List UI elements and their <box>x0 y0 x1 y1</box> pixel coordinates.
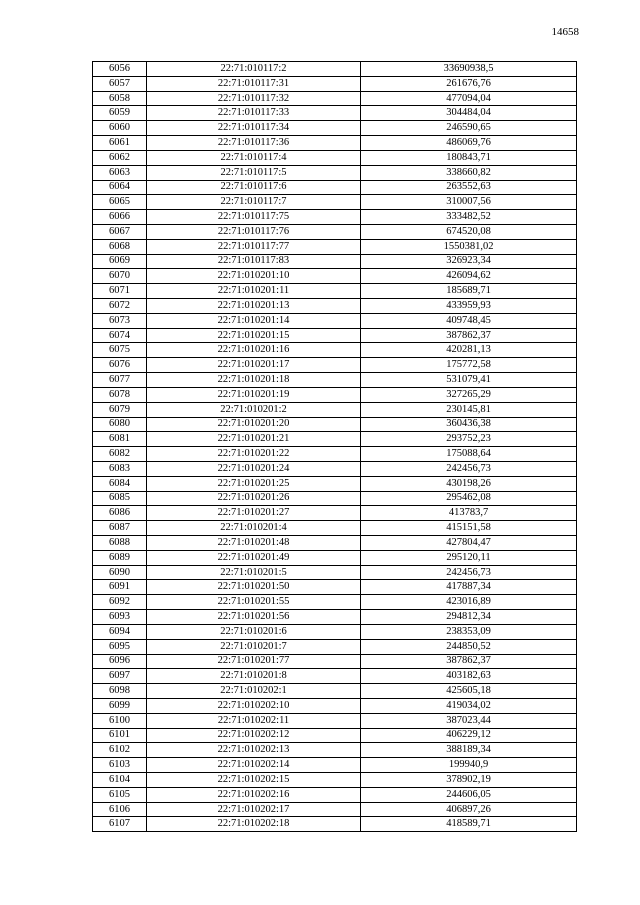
cadastral-number-cell: 22:71:010201:22 <box>147 447 361 462</box>
value-cell: 409748,45 <box>361 313 577 328</box>
row-number-cell: 6082 <box>93 447 147 462</box>
table-row <box>93 299 577 314</box>
table-row <box>93 654 577 669</box>
row-number-cell: 6078 <box>93 387 147 402</box>
value-cell: 333482,52 <box>361 210 577 225</box>
cadastral-number-cell: 22:71:010201:24 <box>147 461 361 476</box>
row-number-cell: 6076 <box>93 358 147 373</box>
row-number-cell: 6075 <box>93 343 147 358</box>
value-cell: 199940,9 <box>361 758 577 773</box>
table-row <box>93 62 577 77</box>
value-cell: 419034,02 <box>361 698 577 713</box>
table-row <box>93 743 577 758</box>
cadastral-number-cell: 22:71:010201:77 <box>147 654 361 669</box>
cadastral-number-cell: 22:71:010202:11 <box>147 713 361 728</box>
value-cell: 420281,13 <box>361 343 577 358</box>
cadastral-number-cell: 22:71:010117:5 <box>147 165 361 180</box>
value-cell: 674520,08 <box>361 224 577 239</box>
cadastral-number-cell: 22:71:010117:6 <box>147 180 361 195</box>
row-number-cell: 6089 <box>93 550 147 565</box>
value-cell: 425605,18 <box>361 684 577 699</box>
value-cell: 406229,12 <box>361 728 577 743</box>
table-row <box>93 328 577 343</box>
table-row <box>93 239 577 254</box>
value-cell: 433959,93 <box>361 299 577 314</box>
table-row <box>93 461 577 476</box>
cadastral-number-cell: 22:71:010201:5 <box>147 565 361 580</box>
value-cell: 423016,89 <box>361 595 577 610</box>
row-number-cell: 6088 <box>93 536 147 551</box>
row-number-cell: 6066 <box>93 210 147 225</box>
table-row <box>93 76 577 91</box>
row-number-cell: 6098 <box>93 684 147 699</box>
row-number-cell: 6095 <box>93 639 147 654</box>
table-row <box>93 758 577 773</box>
table-row <box>93 550 577 565</box>
value-cell: 310007,56 <box>361 195 577 210</box>
value-cell: 415151,58 <box>361 521 577 536</box>
cadastral-number-cell: 22:71:010201:25 <box>147 476 361 491</box>
row-number-cell: 6077 <box>93 373 147 388</box>
cadastral-number-cell: 22:71:010117:36 <box>147 136 361 151</box>
table-row <box>93 773 577 788</box>
row-number-cell: 6094 <box>93 624 147 639</box>
row-number-cell: 6063 <box>93 165 147 180</box>
cadastral-number-cell: 22:71:010201:10 <box>147 269 361 284</box>
value-cell: 261676,76 <box>361 76 577 91</box>
value-cell: 238353,09 <box>361 624 577 639</box>
cadastral-number-cell: 22:71:010201:50 <box>147 580 361 595</box>
cadastral-number-cell: 22:71:010202:10 <box>147 698 361 713</box>
value-cell: 338660,82 <box>361 165 577 180</box>
table-body <box>93 62 577 832</box>
value-cell: 1550381,02 <box>361 239 577 254</box>
table-row <box>93 313 577 328</box>
table-row <box>93 150 577 165</box>
cadastral-number-cell: 22:71:010201:16 <box>147 343 361 358</box>
value-cell: 403182,63 <box>361 669 577 684</box>
page-number: 14658 <box>551 26 579 38</box>
row-number-cell: 6068 <box>93 239 147 254</box>
value-cell: 426094,62 <box>361 269 577 284</box>
value-cell: 486069,76 <box>361 136 577 151</box>
table-row <box>93 195 577 210</box>
cadastral-number-cell: 22:71:010201:11 <box>147 284 361 299</box>
value-cell: 242456,73 <box>361 565 577 580</box>
table-row <box>93 165 577 180</box>
cadastral-number-cell: 22:71:010202:14 <box>147 758 361 773</box>
table-row <box>93 521 577 536</box>
cadastral-number-cell: 22:71:010201:55 <box>147 595 361 610</box>
cadastral-number-cell: 22:71:010201:48 <box>147 536 361 551</box>
value-cell: 360436,38 <box>361 417 577 432</box>
table-row <box>93 476 577 491</box>
value-cell: 294812,34 <box>361 610 577 625</box>
cadastral-number-cell: 22:71:010202:16 <box>147 787 361 802</box>
cadastral-number-cell: 22:71:010117:77 <box>147 239 361 254</box>
row-number-cell: 6104 <box>93 773 147 788</box>
table-row <box>93 121 577 136</box>
row-number-cell: 6073 <box>93 313 147 328</box>
cadastral-number-cell: 22:71:010201:14 <box>147 313 361 328</box>
cadastral-number-cell: 22:71:010201:15 <box>147 328 361 343</box>
table-row <box>93 432 577 447</box>
cadastral-number-cell: 22:71:010201:21 <box>147 432 361 447</box>
table-row <box>93 269 577 284</box>
table-row <box>93 506 577 521</box>
table-row <box>93 610 577 625</box>
value-cell: 327265,29 <box>361 387 577 402</box>
row-number-cell: 6070 <box>93 269 147 284</box>
cadastral-number-cell: 22:71:010201:7 <box>147 639 361 654</box>
cadastral-number-cell: 22:71:010117:75 <box>147 210 361 225</box>
cadastral-number-cell: 22:71:010117:32 <box>147 91 361 106</box>
row-number-cell: 6061 <box>93 136 147 151</box>
cadastral-number-cell: 22:71:010117:76 <box>147 224 361 239</box>
table-row <box>93 284 577 299</box>
cadastral-number-cell: 22:71:010201:6 <box>147 624 361 639</box>
row-number-cell: 6059 <box>93 106 147 121</box>
cadastral-number-cell: 22:71:010117:83 <box>147 254 361 269</box>
cadastral-number-cell: 22:71:010202:1 <box>147 684 361 699</box>
row-number-cell: 6072 <box>93 299 147 314</box>
value-cell: 406897,26 <box>361 802 577 817</box>
cadastral-number-cell: 22:71:010201:27 <box>147 506 361 521</box>
cadastral-number-cell: 22:71:010201:8 <box>147 669 361 684</box>
value-cell: 427804,47 <box>361 536 577 551</box>
value-cell: 244606,05 <box>361 787 577 802</box>
row-number-cell: 6084 <box>93 476 147 491</box>
table-row <box>93 728 577 743</box>
value-cell: 33690938,5 <box>361 62 577 77</box>
table-row <box>93 224 577 239</box>
value-cell: 246590,65 <box>361 121 577 136</box>
row-number-cell: 6105 <box>93 787 147 802</box>
value-cell: 326923,34 <box>361 254 577 269</box>
table-row <box>93 595 577 610</box>
cadastral-number-cell: 22:71:010202:18 <box>147 817 361 832</box>
cadastral-value-table <box>92 61 577 832</box>
cadastral-number-cell: 22:71:010202:13 <box>147 743 361 758</box>
cadastral-number-cell: 22:71:010201:18 <box>147 373 361 388</box>
row-number-cell: 6058 <box>93 91 147 106</box>
table-row <box>93 136 577 151</box>
value-cell: 418589,71 <box>361 817 577 832</box>
row-number-cell: 6074 <box>93 328 147 343</box>
row-number-cell: 6099 <box>93 698 147 713</box>
cadastral-number-cell: 22:71:010201:56 <box>147 610 361 625</box>
table-row <box>93 210 577 225</box>
cadastral-number-cell: 22:71:010117:33 <box>147 106 361 121</box>
row-number-cell: 6081 <box>93 432 147 447</box>
value-cell: 180843,71 <box>361 150 577 165</box>
row-number-cell: 6100 <box>93 713 147 728</box>
row-number-cell: 6069 <box>93 254 147 269</box>
row-number-cell: 6102 <box>93 743 147 758</box>
row-number-cell: 6103 <box>93 758 147 773</box>
row-number-cell: 6060 <box>93 121 147 136</box>
table-row <box>93 343 577 358</box>
table-row <box>93 669 577 684</box>
row-number-cell: 6083 <box>93 461 147 476</box>
cadastral-number-cell: 22:71:010202:15 <box>147 773 361 788</box>
row-number-cell: 6086 <box>93 506 147 521</box>
cadastral-number-cell: 22:71:010201:2 <box>147 402 361 417</box>
cadastral-number-cell: 22:71:010201:4 <box>147 521 361 536</box>
value-cell: 387862,37 <box>361 654 577 669</box>
row-number-cell: 6107 <box>93 817 147 832</box>
cadastral-number-cell: 22:71:010201:13 <box>147 299 361 314</box>
row-number-cell: 6079 <box>93 402 147 417</box>
row-number-cell: 6090 <box>93 565 147 580</box>
table-row <box>93 698 577 713</box>
table-row <box>93 106 577 121</box>
value-cell: 185689,71 <box>361 284 577 299</box>
cadastral-number-cell: 22:71:010201:19 <box>147 387 361 402</box>
value-cell: 417887,34 <box>361 580 577 595</box>
value-cell: 293752,23 <box>361 432 577 447</box>
cadastral-number-cell: 22:71:010117:31 <box>147 76 361 91</box>
row-number-cell: 6062 <box>93 150 147 165</box>
table-row <box>93 180 577 195</box>
value-cell: 387862,37 <box>361 328 577 343</box>
value-cell: 477094,04 <box>361 91 577 106</box>
row-number-cell: 6080 <box>93 417 147 432</box>
cadastral-number-cell: 22:71:010117:2 <box>147 62 361 77</box>
value-cell: 244850,52 <box>361 639 577 654</box>
table-row <box>93 254 577 269</box>
row-number-cell: 6067 <box>93 224 147 239</box>
value-cell: 295462,08 <box>361 491 577 506</box>
table-row <box>93 491 577 506</box>
table-row <box>93 373 577 388</box>
row-number-cell: 6087 <box>93 521 147 536</box>
table-row <box>93 91 577 106</box>
value-cell: 295120,11 <box>361 550 577 565</box>
cadastral-number-cell: 22:71:010117:7 <box>147 195 361 210</box>
table-row <box>93 817 577 832</box>
cadastral-number-cell: 22:71:010201:20 <box>147 417 361 432</box>
value-cell: 263552,63 <box>361 180 577 195</box>
row-number-cell: 6101 <box>93 728 147 743</box>
row-number-cell: 6093 <box>93 610 147 625</box>
cadastral-number-cell: 22:71:010117:34 <box>147 121 361 136</box>
cadastral-number-cell: 22:71:010201:26 <box>147 491 361 506</box>
row-number-cell: 6106 <box>93 802 147 817</box>
table-row <box>93 417 577 432</box>
row-number-cell: 6071 <box>93 284 147 299</box>
row-number-cell: 6091 <box>93 580 147 595</box>
row-number-cell: 6057 <box>93 76 147 91</box>
value-cell: 230145,81 <box>361 402 577 417</box>
value-cell: 531079,41 <box>361 373 577 388</box>
table-row <box>93 713 577 728</box>
table-row <box>93 536 577 551</box>
value-cell: 304484,04 <box>361 106 577 121</box>
table-row <box>93 358 577 373</box>
table-row <box>93 624 577 639</box>
table-row <box>93 387 577 402</box>
table-row <box>93 802 577 817</box>
value-cell: 378902,19 <box>361 773 577 788</box>
value-cell: 387023,44 <box>361 713 577 728</box>
table-row <box>93 580 577 595</box>
row-number-cell: 6085 <box>93 491 147 506</box>
row-number-cell: 6064 <box>93 180 147 195</box>
value-cell: 388189,34 <box>361 743 577 758</box>
value-cell: 242456,73 <box>361 461 577 476</box>
row-number-cell: 6065 <box>93 195 147 210</box>
table-row <box>93 402 577 417</box>
value-cell: 175088,64 <box>361 447 577 462</box>
cadastral-number-cell: 22:71:010201:49 <box>147 550 361 565</box>
table-row <box>93 447 577 462</box>
value-cell: 430198,26 <box>361 476 577 491</box>
cadastral-number-cell: 22:71:010201:17 <box>147 358 361 373</box>
row-number-cell: 6097 <box>93 669 147 684</box>
cadastral-number-cell: 22:71:010202:17 <box>147 802 361 817</box>
row-number-cell: 6096 <box>93 654 147 669</box>
table-row <box>93 787 577 802</box>
table-row <box>93 565 577 580</box>
cadastral-number-cell: 22:71:010202:12 <box>147 728 361 743</box>
value-cell: 413783,7 <box>361 506 577 521</box>
value-cell: 175772,58 <box>361 358 577 373</box>
row-number-cell: 6092 <box>93 595 147 610</box>
table-row <box>93 639 577 654</box>
row-number-cell: 6056 <box>93 62 147 77</box>
cadastral-number-cell: 22:71:010117:4 <box>147 150 361 165</box>
table-row <box>93 684 577 699</box>
